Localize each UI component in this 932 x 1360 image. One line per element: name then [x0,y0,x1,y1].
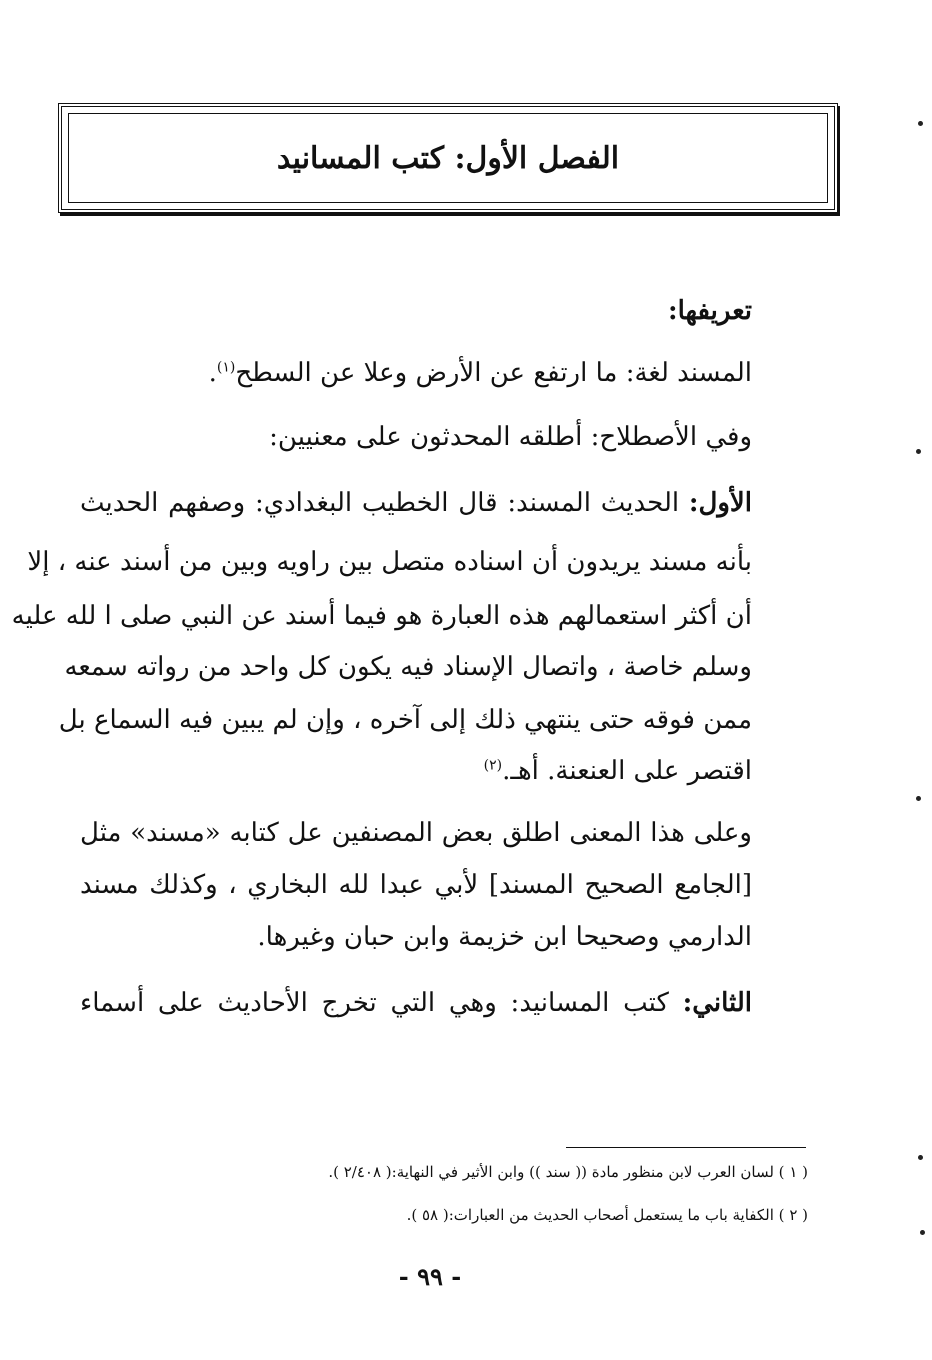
footnote-ref-1: (١) [216,359,236,376]
first-meaning-text-6: اقتصر على العنعنة. أهـ. [502,756,752,786]
footnote-ref-2: (٢) [483,757,503,774]
first-meaning-line-1 [80,488,752,518]
chapter-title: الفصل الأول: كتب المسانيد [276,140,620,176]
definition-heading: تعريفها: [667,296,752,326]
scan-speck [918,121,923,126]
paragraph-3-line-2: [الجامع الصحيح المسند] لأبي عبدا لله البخاري ، وكذلك مسند [80,870,752,900]
second-meaning-text-1: كتب المسانيد: وهي التي تخرج الأحاديث على أسماء [80,988,669,1018]
first-meaning-line-3: أن أكثر استعمالهم هذه العبارة هو فيما أسند عن النبي صلى ا لله عليه [11,601,752,631]
footnote-2: ( ٢ ) الكفاية باب ما يستعمل أصحاب الحديث من العبارات:( ٥٨ ). [406,1206,808,1224]
first-meaning-line-2: بأنه مسند يريدون أن اسناده متصل بين راويه وبين من أسند عنه ، إلا [27,547,752,577]
paragraph-3-line-1: وعلى هذا المعنى اطلق بعض المصنفين عل كتابه «مسند» مثل [80,818,752,848]
lexical-meaning-text: المسند لغة: ما ارتفع عن الأرض وعلا عن السطح [235,358,752,388]
first-meaning-line-6 [484,756,752,786]
paragraph-technical-meaning: وفي الأصطلاح: أطلقه المحدثون على معنيين: [269,422,752,452]
scan-speck [916,449,921,454]
first-meaning-label: الأول: [688,488,752,518]
first-meaning-text-1: الحديث المسند: قال الخطيب البغدادي: وصفهم الحديث [80,488,680,518]
paragraph-lexical-meaning [209,358,752,388]
scan-speck [918,1155,923,1160]
footnote-divider [566,1147,806,1148]
second-meaning-line-1 [80,988,752,1018]
lexical-meaning-end: . [208,358,217,388]
second-meaning-label: الثاني: [682,988,753,1018]
scan-speck [920,1230,925,1235]
scan-speck [916,796,921,801]
footnote-1: ( ١ ) لسان العرب لابن منظور مادة (( سند )) وابن الأثير في النهاية:( ٢/٤٠٨ ). [328,1163,808,1181]
paragraph-3-line-3: الدارمي وصحيحا ابن خزيمة وابن حبان وغيرها. [257,922,752,952]
page-number: - ٩٩ - [398,1262,462,1291]
first-meaning-line-4: وسلم خاصة ، واتصال الإسناد فيه يكون كل واحد من رواته سمعه [64,652,752,682]
first-meaning-line-5: ممن فوقه حتى ينتهي ذلك إلى آخره ، وإن لم يبين فيه السماع بل [58,705,752,735]
